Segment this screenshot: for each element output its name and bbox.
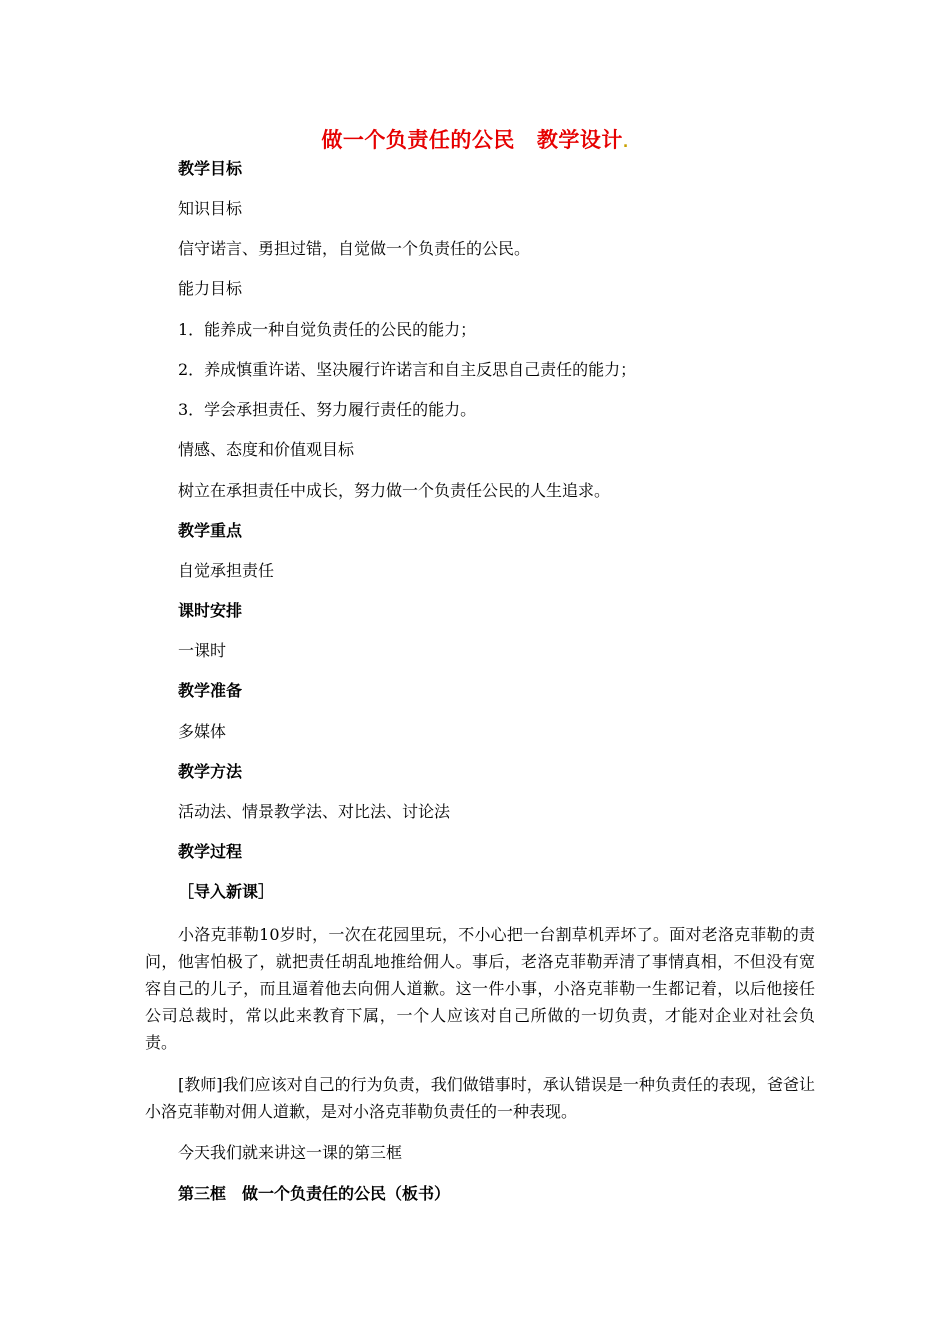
knowledge-text: 信守诺言、勇担过错，自觉做一个负责任的公民。 xyxy=(178,239,531,258)
prep-text: 多媒体 xyxy=(178,722,227,741)
ability-item-2: 2．养成慎重许诺、坚决履行许诺言和自主反思自己责任的能力； xyxy=(178,360,637,379)
knowledge-heading: 知识目标 xyxy=(178,199,243,218)
teacher-paragraph: [教师]我们应该对自己的行为负责，我们做错事时，承认错误是一种负责任的表现，爸爸让小洛克菲勒对佣人道歉，是对小洛克菲勒负责任的一种表现。 xyxy=(145,1075,815,1121)
section-heading: 第三框 做一个负责任的公民（板书） xyxy=(178,1184,451,1203)
page-title xyxy=(0,124,950,154)
focus-heading: 教学重点 xyxy=(178,521,243,540)
emotion-text: 树立在承担责任中成长，努力做一个负责任公民的人生追求。 xyxy=(178,481,611,500)
intro-heading: ［导入新课］ xyxy=(178,882,275,901)
title-sub: 教学设计 xyxy=(536,128,623,152)
schedule-text: 一课时 xyxy=(178,641,227,660)
method-text: 活动法、情景教学法、对比法、讨论法 xyxy=(178,802,451,821)
method-heading: 教学方法 xyxy=(178,762,243,781)
prep-heading: 教学准备 xyxy=(178,681,243,700)
story-paragraph: 小洛克菲勒10岁时，一次在花园里玩，不小心把一台割草机弄坏了。面对老洛克菲勒的责问，他害怕极了，就把责任胡乱地推给佣人。事后，老洛克菲勒弄清了事情真相，不但没有宽容自己的儿子，而且逼着他去向佣人道歉。这一件小事，小洛克菲勒一生都记着，以后他接任公司总裁时，常以此来教育下属，一个人应该对自己所做的一切负责，才能对企业对社会负责。 xyxy=(145,925,815,1052)
emotion-heading: 情感、态度和价值观目标 xyxy=(178,440,355,459)
title-mark: . xyxy=(622,135,629,151)
ability-item-3: 3．学会承担责任、努力履行责任的能力。 xyxy=(178,400,477,419)
goals-heading: 教学目标 xyxy=(178,159,243,178)
ability-item-1: 1．能养成一种自觉负责任的公民的能力； xyxy=(178,320,477,339)
process-heading: 教学过程 xyxy=(178,842,243,861)
title-main: 做一个负责任的公民 xyxy=(321,128,515,152)
ability-heading: 能力目标 xyxy=(178,279,243,298)
today-text: 今天我们就来讲这一课的第三框 xyxy=(178,1143,403,1162)
focus-text: 自觉承担责任 xyxy=(178,561,275,580)
schedule-heading: 课时安排 xyxy=(178,601,243,620)
